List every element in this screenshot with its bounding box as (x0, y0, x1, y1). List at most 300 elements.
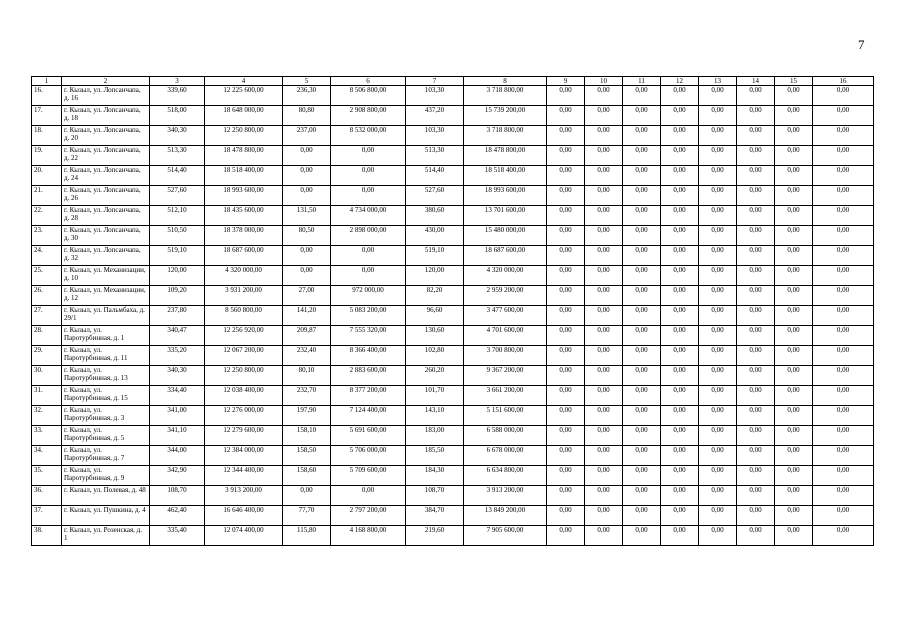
value-cell: 0,00 (623, 226, 661, 246)
value-cell: 209,87 (283, 326, 331, 346)
value-cell: 340,47 (150, 326, 205, 346)
column-number: 16 (813, 77, 874, 86)
value-cell: 18 378 000,00 (205, 226, 283, 246)
value-cell: 0,00 (585, 286, 623, 306)
value-cell: 0,00 (813, 366, 874, 386)
table-row (32, 386, 874, 406)
row-number-cell: 38. (32, 526, 62, 546)
value-cell: 0,00 (661, 446, 699, 466)
row-number-cell: 36. (32, 486, 62, 506)
table-row (32, 526, 874, 546)
value-cell: 0,00 (775, 406, 813, 426)
value-cell: 0,00 (699, 486, 737, 506)
table-row (32, 186, 874, 206)
value-cell: 96,60 (406, 306, 464, 326)
value-cell: 0,00 (699, 186, 737, 206)
value-cell: 184,30 (406, 466, 464, 486)
value-cell: 334,40 (150, 386, 205, 406)
value-cell: 0,00 (775, 526, 813, 546)
value-cell: 0,00 (775, 386, 813, 406)
value-cell: 3 700 800,00 (464, 346, 547, 366)
value-cell: 0,00 (813, 486, 874, 506)
value-cell: 0,00 (813, 346, 874, 366)
value-cell: 0,00 (585, 366, 623, 386)
table-row (32, 366, 874, 386)
value-cell: 0,00 (661, 126, 699, 146)
value-cell: 0,00 (813, 446, 874, 466)
address-cell: г. Кызыл, ул. Лопсанчапа, д. 22 (62, 146, 150, 166)
value-cell: 0,00 (623, 406, 661, 426)
value-cell: 0,00 (775, 466, 813, 486)
column-number: 2 (62, 77, 150, 86)
value-cell: 27,00 (283, 286, 331, 306)
table-row (32, 506, 874, 526)
value-cell: 0,00 (623, 166, 661, 186)
value-cell: 12 276 000,00 (205, 406, 283, 426)
value-cell: 0,00 (699, 226, 737, 246)
value-cell: 0,00 (737, 106, 775, 126)
value-cell: 0,00 (813, 386, 874, 406)
column-number: 4 (205, 77, 283, 86)
value-cell: 0,00 (661, 226, 699, 246)
address-cell: г. Кызыл, ул. Механизации, д. 10 (62, 266, 150, 286)
address-cell: г. Кызыл, ул. Лопсанчапа, д. 26 (62, 186, 150, 206)
value-cell: 513,30 (406, 146, 464, 166)
value-cell: 3 477 600,00 (464, 306, 547, 326)
row-number-cell: 22. (32, 206, 62, 226)
value-cell: 0,00 (623, 246, 661, 266)
value-cell: 0,00 (585, 206, 623, 226)
value-cell: 342,90 (150, 466, 205, 486)
value-cell: 0,00 (813, 466, 874, 486)
value-cell: 12 279 600,00 (205, 426, 283, 446)
value-cell: 0,00 (775, 366, 813, 386)
value-cell: 18 518 400,00 (464, 166, 547, 186)
value-cell: 0,00 (775, 506, 813, 526)
value-cell: 0,00 (775, 86, 813, 106)
value-cell: 15 739 200,00 (464, 106, 547, 126)
value-cell: 0,00 (737, 146, 775, 166)
row-number-cell: 37. (32, 506, 62, 526)
value-cell: 0,00 (813, 186, 874, 206)
value-cell: 12 225 600,00 (205, 86, 283, 106)
value-cell: 8 532 000,00 (331, 126, 406, 146)
value-cell: 0,00 (331, 146, 406, 166)
value-cell: 158,60 (283, 466, 331, 486)
value-cell: 0,00 (585, 446, 623, 466)
table-row (32, 306, 874, 326)
value-cell: 8 377 200,00 (331, 386, 406, 406)
value-cell: 0,00 (331, 486, 406, 506)
value-cell: 143,10 (406, 406, 464, 426)
value-cell: 0,00 (661, 526, 699, 546)
value-cell: 0,00 (813, 86, 874, 106)
address-cell: г. Кызыл, ул. Паротурбинная, д. 11 (62, 346, 150, 366)
value-cell: 0,00 (585, 326, 623, 346)
value-cell: 0,00 (661, 86, 699, 106)
value-cell: 0,00 (737, 366, 775, 386)
value-cell: 5 691 600,00 (331, 426, 406, 446)
value-cell: 0,00 (737, 506, 775, 526)
value-cell: 4 168 800,00 (331, 526, 406, 546)
value-cell: 0,00 (547, 106, 585, 126)
value-cell: 0,00 (813, 246, 874, 266)
value-cell: 0,00 (737, 166, 775, 186)
value-cell: 0,00 (585, 426, 623, 446)
value-cell: 341,10 (150, 426, 205, 446)
address-cell: г. Кызыл, ул. Паротурбинная, д. 7 (62, 446, 150, 466)
value-cell: 232,70 (283, 386, 331, 406)
column-number: 9 (547, 77, 585, 86)
value-cell: 5 706 000,00 (331, 446, 406, 466)
value-cell: 18 478 800,00 (464, 146, 547, 166)
address-cell: г. Кызыл, ул. Паротурбинная, д. 15 (62, 386, 150, 406)
value-cell: 0,00 (775, 146, 813, 166)
value-cell: 0,00 (813, 206, 874, 226)
value-cell: 2 883 600,00 (331, 366, 406, 386)
value-cell: 0,00 (775, 166, 813, 186)
value-cell: 3 718 800,00 (464, 126, 547, 146)
value-cell: 7 555 320,00 (331, 326, 406, 346)
value-cell: 120,00 (150, 266, 205, 286)
value-cell: 0,00 (775, 106, 813, 126)
value-cell: 513,30 (150, 146, 205, 166)
value-cell: 0,00 (737, 186, 775, 206)
column-number-row (32, 77, 874, 86)
value-cell: 0,00 (737, 206, 775, 226)
value-cell: 0,00 (585, 526, 623, 546)
value-cell: 0,00 (737, 406, 775, 426)
value-cell: 0,00 (661, 386, 699, 406)
value-cell: 341,00 (150, 406, 205, 426)
value-cell: 0,00 (547, 386, 585, 406)
value-cell: 185,50 (406, 446, 464, 466)
value-cell: 0,00 (547, 86, 585, 106)
value-cell: 0,00 (699, 286, 737, 306)
value-cell: 0,00 (813, 406, 874, 426)
value-cell: 0,00 (623, 206, 661, 226)
value-cell: 0,00 (547, 406, 585, 426)
value-cell: 6 588 000,00 (464, 426, 547, 446)
value-cell: 0,00 (661, 266, 699, 286)
value-cell: 260,20 (406, 366, 464, 386)
value-cell: 0,00 (775, 226, 813, 246)
table-row (32, 406, 874, 426)
value-cell: 0,00 (661, 146, 699, 166)
value-cell: 0,00 (699, 106, 737, 126)
value-cell: 0,00 (661, 306, 699, 326)
value-cell: 0,00 (331, 266, 406, 286)
value-cell: 510,50 (150, 226, 205, 246)
value-cell: 4 734 000,00 (331, 206, 406, 226)
value-cell: 0,00 (547, 426, 585, 446)
value-cell: 0,00 (699, 166, 737, 186)
address-cell: г. Кызыл, ул. Паротурбинная, д. 1 (62, 326, 150, 346)
value-cell: 0,00 (813, 326, 874, 346)
value-cell: 0,00 (585, 226, 623, 246)
row-number-cell: 28. (32, 326, 62, 346)
value-cell: 0,00 (585, 306, 623, 326)
value-cell: 0,00 (737, 426, 775, 446)
row-number-cell: 21. (32, 186, 62, 206)
value-cell: 3 718 800,00 (464, 86, 547, 106)
row-number-cell: 33. (32, 426, 62, 446)
value-cell: 2 898 000,00 (331, 226, 406, 246)
value-cell: 0,00 (585, 346, 623, 366)
value-cell: 0,00 (737, 466, 775, 486)
value-cell: 0,00 (699, 506, 737, 526)
row-number-cell: 20. (32, 166, 62, 186)
value-cell: 0,00 (623, 426, 661, 446)
value-cell: 0,00 (699, 346, 737, 366)
value-cell: 0,00 (547, 226, 585, 246)
address-cell: г. Кызыл, ул. Паротурбинная, д. 9 (62, 466, 150, 486)
value-cell: 0,00 (699, 246, 737, 266)
value-cell: 18 518 400,00 (205, 166, 283, 186)
value-cell: 0,00 (661, 186, 699, 206)
value-cell: 101,70 (406, 386, 464, 406)
address-cell: г. Кызыл, ул. Лопсанчапа, д. 28 (62, 206, 150, 226)
value-cell: 0,00 (775, 346, 813, 366)
value-cell: 0,00 (623, 126, 661, 146)
value-cell: 0,00 (623, 106, 661, 126)
value-cell: 335,20 (150, 346, 205, 366)
value-cell: 131,50 (283, 206, 331, 226)
row-number-cell: 24. (32, 246, 62, 266)
value-cell: 0,00 (775, 246, 813, 266)
value-cell: 0,00 (699, 86, 737, 106)
value-cell: 0,00 (623, 306, 661, 326)
row-number-cell: 27. (32, 306, 62, 326)
column-number: 6 (331, 77, 406, 86)
value-cell: 0,00 (661, 366, 699, 386)
value-cell: 0,00 (699, 126, 737, 146)
column-number: 8 (464, 77, 547, 86)
value-cell: 0,00 (331, 246, 406, 266)
value-cell: 9 367 200,00 (464, 366, 547, 386)
value-cell: 519,10 (406, 246, 464, 266)
value-cell: 158,50 (283, 446, 331, 466)
row-number-cell: 19. (32, 146, 62, 166)
value-cell: 0,00 (623, 386, 661, 406)
address-cell: г. Кызыл, ул. Лопсанчапа, д. 18 (62, 106, 150, 126)
row-number-cell: 29. (32, 346, 62, 366)
value-cell: 0,00 (547, 306, 585, 326)
value-cell: 0,00 (585, 486, 623, 506)
table-row (32, 266, 874, 286)
value-cell: 12 074 400,00 (205, 526, 283, 546)
table-row (32, 106, 874, 126)
value-cell: 972 000,00 (331, 286, 406, 306)
table-row (32, 346, 874, 366)
value-cell: 3 931 200,00 (205, 286, 283, 306)
column-number: 10 (585, 77, 623, 86)
value-cell: 18 993 600,00 (464, 186, 547, 206)
value-cell: 0,00 (331, 186, 406, 206)
value-cell: 462,40 (150, 506, 205, 526)
value-cell: 0,00 (737, 346, 775, 366)
table-row (32, 126, 874, 146)
value-cell: 18 687 600,00 (464, 246, 547, 266)
value-cell: 0,00 (623, 86, 661, 106)
row-number-cell: 31. (32, 386, 62, 406)
value-cell: 158,10 (283, 426, 331, 446)
value-cell: 0,00 (283, 166, 331, 186)
value-cell: 0,00 (699, 466, 737, 486)
value-cell: 380,60 (406, 206, 464, 226)
row-number-cell: 18. (32, 126, 62, 146)
address-cell: г. Кызыл, ул. Лопсанчапа, д. 16 (62, 86, 150, 106)
value-cell: 82,20 (406, 286, 464, 306)
address-cell: г. Кызыл, ул. Паротурбинная, д. 13 (62, 366, 150, 386)
value-cell: 16 646 400,00 (205, 506, 283, 526)
value-cell: 514,40 (406, 166, 464, 186)
value-cell: 0,00 (283, 186, 331, 206)
value-cell: 0,00 (547, 246, 585, 266)
value-cell: 0,00 (737, 126, 775, 146)
value-cell: 0,00 (699, 386, 737, 406)
value-cell: 80,10 (283, 366, 331, 386)
value-cell: 2 908 800,00 (331, 106, 406, 126)
value-cell: 5 709 600,00 (331, 466, 406, 486)
value-cell: 0,00 (623, 186, 661, 206)
value-cell: 0,00 (547, 206, 585, 226)
value-cell: 0,00 (585, 86, 623, 106)
value-cell: 0,00 (775, 426, 813, 446)
value-cell: 0,00 (737, 246, 775, 266)
value-cell: 0,00 (585, 126, 623, 146)
value-cell: 0,00 (737, 226, 775, 246)
value-cell: 0,00 (283, 246, 331, 266)
row-number-cell: 30. (32, 366, 62, 386)
value-cell: 0,00 (737, 306, 775, 326)
value-cell: 0,00 (547, 146, 585, 166)
value-cell: 4 320 000,00 (205, 266, 283, 286)
address-cell: г. Кызыл, ул. Лопсанчапа, д. 30 (62, 226, 150, 246)
value-cell: 0,00 (661, 406, 699, 426)
value-cell: 236,30 (283, 86, 331, 106)
row-number-cell: 23. (32, 226, 62, 246)
value-cell: 0,00 (661, 326, 699, 346)
column-number: 11 (623, 77, 661, 86)
value-cell: 6 678 000,00 (464, 446, 547, 466)
value-cell: 0,00 (547, 486, 585, 506)
value-cell: 0,00 (331, 166, 406, 186)
value-cell: 8 560 800,00 (205, 306, 283, 326)
value-cell: 0,00 (623, 506, 661, 526)
table-row (32, 246, 874, 266)
address-cell: г. Кызыл, ул. Паротурбинная, д. 3 (62, 406, 150, 426)
value-cell: 0,00 (547, 346, 585, 366)
address-cell: г. Кызыл, ул. Лопсанчапа, д. 32 (62, 246, 150, 266)
value-cell: 0,00 (585, 266, 623, 286)
value-cell: 0,00 (661, 206, 699, 226)
value-cell: 4 320 000,00 (464, 266, 547, 286)
value-cell: 0,00 (585, 466, 623, 486)
value-cell: 0,00 (585, 406, 623, 426)
value-cell: 0,00 (623, 286, 661, 306)
value-cell: 12 038 400,00 (205, 386, 283, 406)
value-cell: 0,00 (623, 146, 661, 166)
table-row (32, 226, 874, 246)
value-cell: 0,00 (813, 426, 874, 446)
value-cell: 0,00 (775, 326, 813, 346)
value-cell: 0,00 (661, 346, 699, 366)
value-cell: 237,80 (150, 306, 205, 326)
value-cell: 0,00 (547, 166, 585, 186)
value-cell: 103,30 (406, 86, 464, 106)
value-cell: 0,00 (585, 106, 623, 126)
address-cell: г. Кызыл, ул. Лопсанчапа, д. 24 (62, 166, 150, 186)
address-cell: г. Кызыл, ул. Паротурбинная, д. 5 (62, 426, 150, 446)
table-body (32, 77, 874, 546)
value-cell: 18 993 600,00 (205, 186, 283, 206)
table-row (32, 466, 874, 486)
value-cell: 0,00 (585, 146, 623, 166)
page-number: 7 (858, 37, 865, 52)
value-cell: 0,00 (699, 146, 737, 166)
value-cell: 0,00 (547, 466, 585, 486)
table-row (32, 426, 874, 446)
value-cell: 237,00 (283, 126, 331, 146)
value-cell: 335,40 (150, 526, 205, 546)
housing-table (31, 76, 874, 546)
value-cell: 0,00 (585, 166, 623, 186)
value-cell: 13 701 600,00 (464, 206, 547, 226)
value-cell: 0,00 (547, 326, 585, 346)
address-cell: г. Кызыл, ул. Пушкина, д. 4 (62, 506, 150, 526)
value-cell: 0,00 (623, 526, 661, 546)
value-cell: 102,80 (406, 346, 464, 366)
value-cell: 339,60 (150, 86, 205, 106)
value-cell: 340,30 (150, 366, 205, 386)
value-cell: 527,60 (150, 186, 205, 206)
value-cell: 0,00 (699, 426, 737, 446)
address-cell: г. Кызыл, ул. Пальмбаха, д. 29/1 (62, 306, 150, 326)
column-number: 14 (737, 77, 775, 86)
value-cell: 0,00 (813, 266, 874, 286)
value-cell: 0,00 (775, 486, 813, 506)
value-cell: 512,10 (150, 206, 205, 226)
value-cell: 0,00 (283, 266, 331, 286)
value-cell: 0,00 (813, 286, 874, 306)
value-cell: 12 256 920,00 (205, 326, 283, 346)
value-cell: 0,00 (699, 406, 737, 426)
value-cell: 18 687 600,00 (205, 246, 283, 266)
value-cell: 0,00 (623, 466, 661, 486)
value-cell: 514,40 (150, 166, 205, 186)
value-cell: 0,00 (547, 526, 585, 546)
value-cell: 0,00 (813, 226, 874, 246)
value-cell: 0,00 (661, 166, 699, 186)
value-cell: 0,00 (623, 346, 661, 366)
value-cell: 0,00 (737, 446, 775, 466)
value-cell: 8 366 400,00 (331, 346, 406, 366)
value-cell: 0,00 (737, 386, 775, 406)
value-cell: 0,00 (699, 326, 737, 346)
value-cell: 0,00 (547, 266, 585, 286)
table-row (32, 146, 874, 166)
value-cell: 0,00 (547, 186, 585, 206)
table-row (32, 166, 874, 186)
value-cell: 0,00 (737, 526, 775, 546)
row-number-cell: 17. (32, 106, 62, 126)
value-cell: 0,00 (775, 266, 813, 286)
value-cell: 232,40 (283, 346, 331, 366)
address-cell: г. Кызыл, ул. Механизации, д. 12 (62, 286, 150, 306)
value-cell: 0,00 (813, 306, 874, 326)
value-cell: 80,80 (283, 106, 331, 126)
